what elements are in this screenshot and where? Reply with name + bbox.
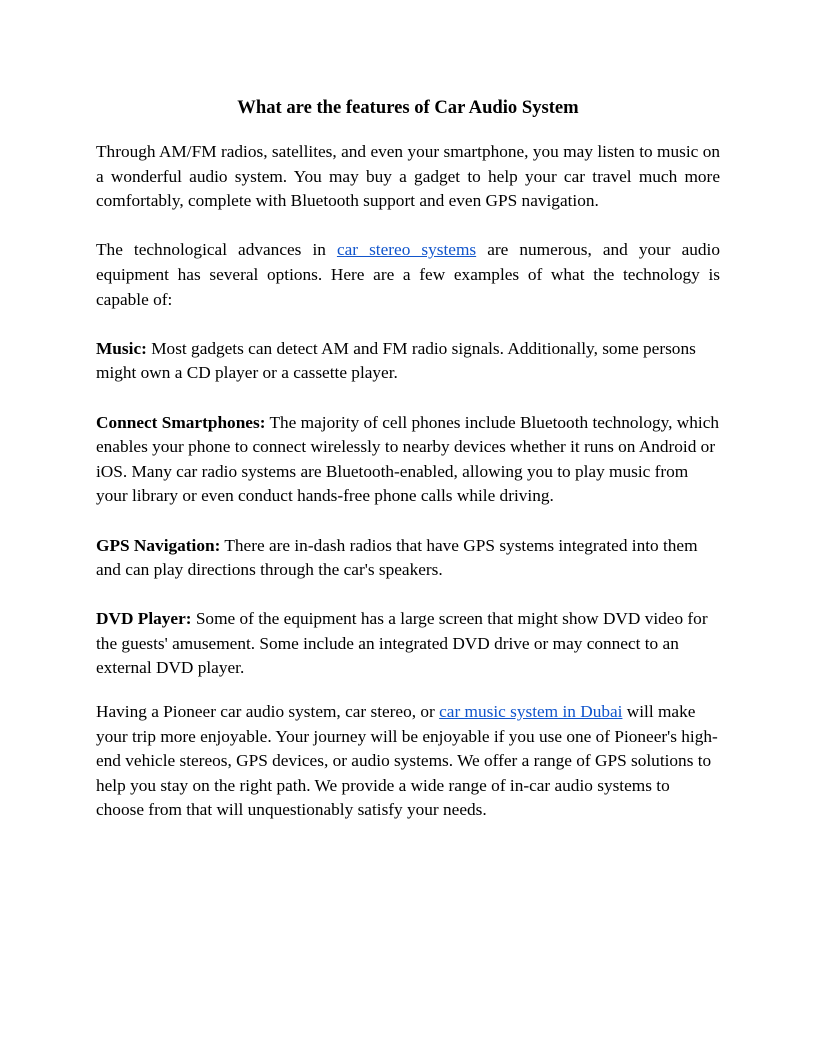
document-page: [96, 95, 720, 823]
feature-text: There are in-dash radios that have GPS systems integrated into them and can play directions through the car's speakers.: [96, 535, 698, 580]
feature-gps-navigation: [96, 534, 720, 583]
feature-label: DVD Player:: [96, 609, 192, 629]
feature-label: Music:: [96, 338, 147, 358]
tech-text-before: The technological advances in: [96, 240, 337, 260]
feature-dvd-player: [96, 607, 720, 681]
feature-text: Some of the equipment has a large screen that might show DVD video for the guests' amusement. Some include an integrated DVD drive or may connect to an external DVD player.: [96, 609, 708, 678]
closing-paragraph: [96, 700, 720, 823]
tech-text-after: are numerous, and your audio equipment has several options. Here are a few examples of what the technology is capable of:: [96, 240, 720, 309]
document-title: What are the features of Car Audio System: [237, 97, 579, 118]
closing-text-before: Having a Pioneer car audio system, car stereo, or: [96, 702, 440, 722]
car-music-system-dubai-link[interactable]: car music system in Dubai: [439, 702, 623, 722]
car-stereo-systems-link[interactable]: car stereo systems: [336, 240, 477, 260]
feature-text: The majority of cell phones include Bluetooth technology, which enables your phone to connect wirelessly to nearby devices whether it runs on Android or iOS. Many car radio systems are Bluetooth-enabled, allowing you to play music from your library or even conduct hands-free phone calls while driving.: [96, 412, 719, 506]
feature-text: Most gadgets can detect AM and FM radio signals. Additionally, some persons might own a CD player or a cassette player.: [96, 338, 696, 383]
feature-music: [96, 337, 720, 386]
tech-paragraph: [96, 238, 720, 312]
feature-label: Connect Smartphones:: [96, 412, 266, 432]
closing-text-after: will make your trip more enjoyable. Your journey will be enjoyable if you use one of Pioneer's high-end vehicle stereos, GPS devices, or audio systems. We offer a range of GPS solutions to help you stay on the right path. We provide a wide range of in-car audio systems to choose from that will unquestionably satisfy your needs.: [96, 702, 718, 820]
feature-label: GPS Navigation:: [96, 535, 221, 555]
intro-paragraph: Through AM/FM radios, satellites, and even your smartphone, you may listen to music on a wonderful audio system. You may buy a gadget to help your car travel much more comfortably, complete with Bluetooth support and even GPS navigation.: [96, 142, 720, 211]
feature-connect-smartphones: [96, 411, 720, 509]
